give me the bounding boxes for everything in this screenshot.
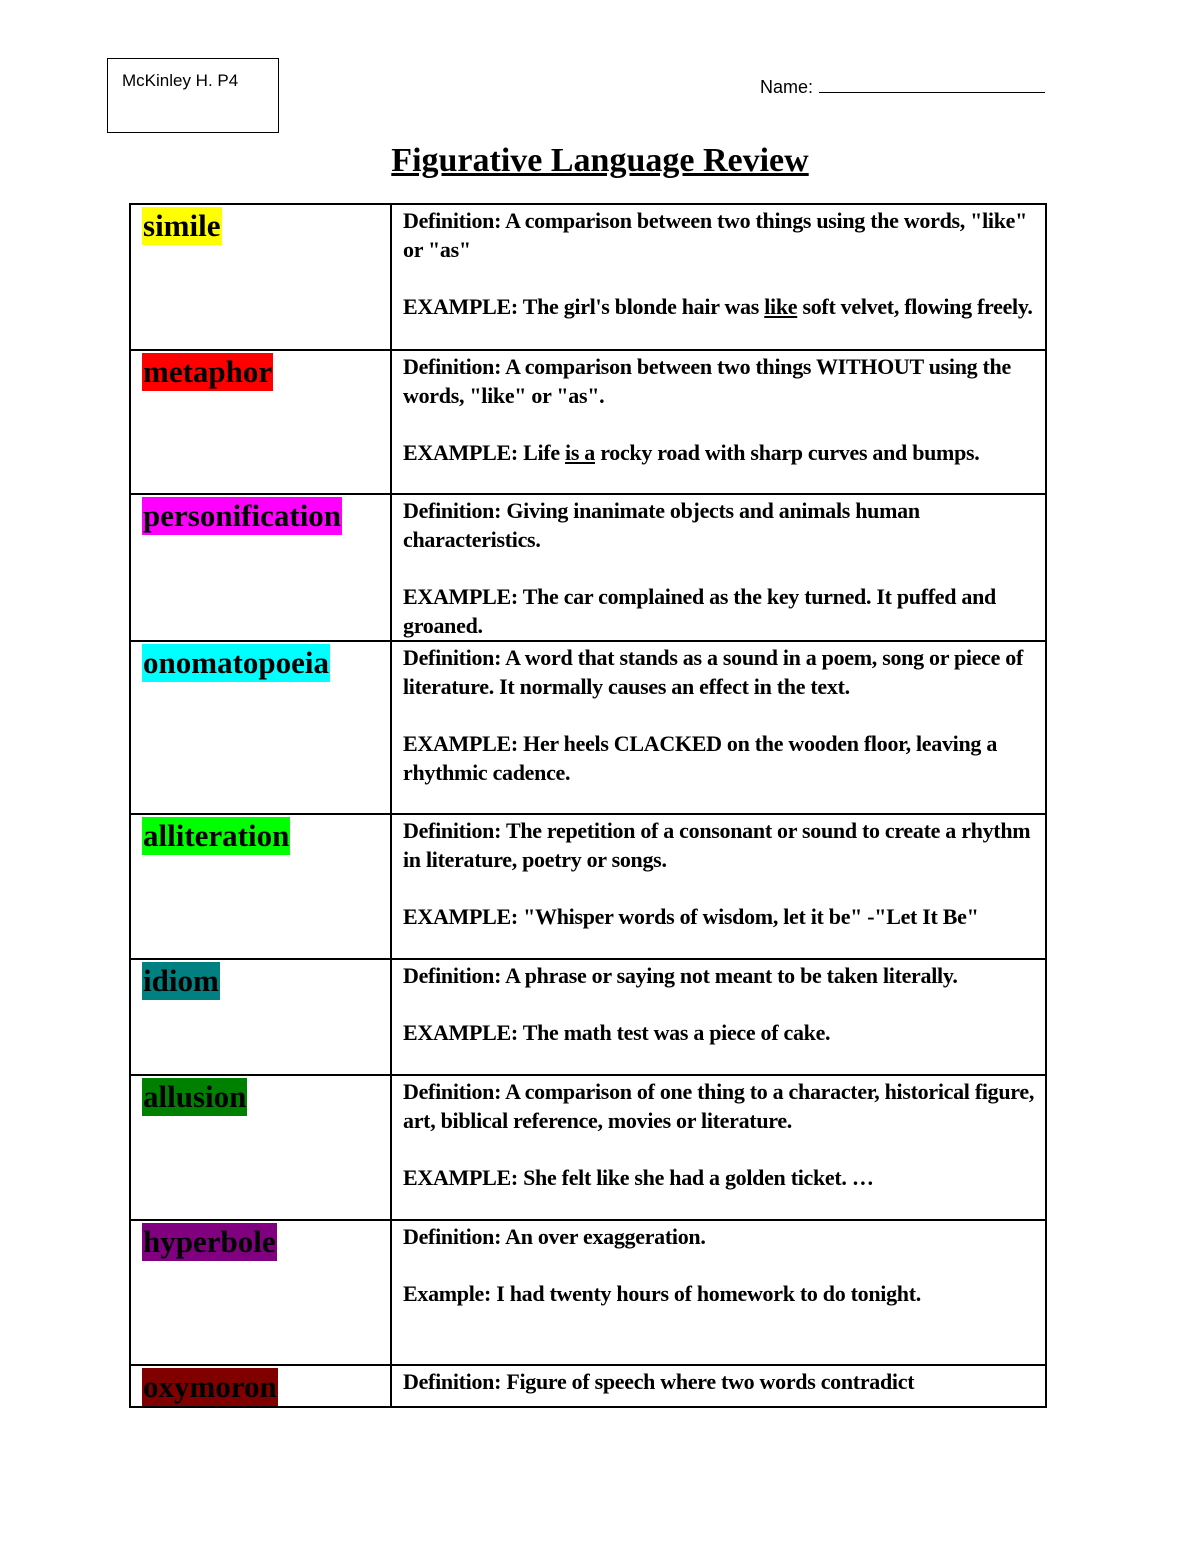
example-text: EXAMPLE: Her heels CLACKED on the wooden floor, leaving a rhythmic cadence. [403,731,998,785]
term-cell [130,1220,391,1365]
term-cell [130,814,391,959]
definition-text: Definition: A phrase or saying not meant to be taken literally. [403,963,958,988]
definition-cell [391,494,1046,641]
review-table [129,203,1047,1408]
term-cell [130,1075,391,1220]
term-label: hyperbole [143,1224,276,1259]
term-cell [130,641,391,814]
term-label: personification [143,498,342,533]
table-row [130,641,1046,814]
definition-cell [391,204,1046,350]
table-row [130,1075,1046,1220]
name-blank-line [819,74,1045,93]
example-text: EXAMPLE: Life is a rocky road with sharp curves and bumps. [403,440,980,465]
definition-text: Definition: An over exaggeration. [403,1224,706,1249]
name-field [760,74,1045,98]
table-row [130,494,1046,641]
example-text: EXAMPLE: "Whisper words of wisdom, let it be" -"Let It Be" [403,904,979,929]
term-cell [130,494,391,641]
table-row [130,1220,1046,1365]
table-row [130,204,1046,350]
definition-cell [391,959,1046,1075]
definition-text: Definition: A comparison of one thing to a character, historical figure, art, biblical reference, movies or literature. [403,1079,1035,1133]
definition-cell [391,1220,1046,1365]
term-label: idiom [143,963,219,998]
name-label: Name: [760,77,814,97]
term-cell [130,1365,391,1407]
table-row [130,350,1046,494]
example-text: EXAMPLE: The car complained as the key turned. It puffed and groaned. [403,584,996,638]
term-cell [130,959,391,1075]
definition-cell [391,814,1046,959]
class-period-box [107,58,279,133]
definition-text: Definition: Giving inanimate objects and animals human characteristics. [403,498,920,552]
example-text: EXAMPLE: The girl's blonde hair was like soft velvet, flowing freely. [403,294,1033,319]
definition-cell [391,641,1046,814]
definition-cell [391,1075,1046,1220]
table-row [130,814,1046,959]
definition-text: Definition: The repetition of a consonant or sound to create a rhythm in literature, poetry or songs. [403,818,1031,872]
term-label: simile [143,208,221,243]
term-label: onomatopoeia [143,645,329,680]
term-label: metaphor [143,354,273,389]
definition-text: Definition: Figure of speech where two words contradict [403,1369,915,1394]
class-period-label: McKinley H. P4 [122,71,239,90]
definition-cell [391,350,1046,494]
definition-cell [391,1365,1046,1407]
page-title: Figurative Language Review [391,142,809,179]
table-row [130,1365,1046,1407]
example-text: EXAMPLE: The math test was a piece of cake. [403,1020,831,1045]
definition-text: Definition: A word that stands as a sound in a poem, song or piece of literature. It normally causes an effect in the text. [403,645,1024,699]
term-label: alliteration [143,818,290,853]
term-cell [130,350,391,494]
example-text: Example: I had twenty hours of homework to do tonight. [403,1281,921,1306]
definition-text: Definition: A comparison between two things WITHOUT using the words, "like" or "as". [403,354,1011,408]
definition-text: Definition: A comparison between two things using the words, "like" or "as" [403,208,1028,262]
example-text: EXAMPLE: She felt like she had a golden ticket. … [403,1165,874,1190]
term-label: allusion [143,1079,247,1114]
term-label: oxymoron [143,1369,277,1404]
term-cell [130,204,391,350]
table-row [130,959,1046,1075]
